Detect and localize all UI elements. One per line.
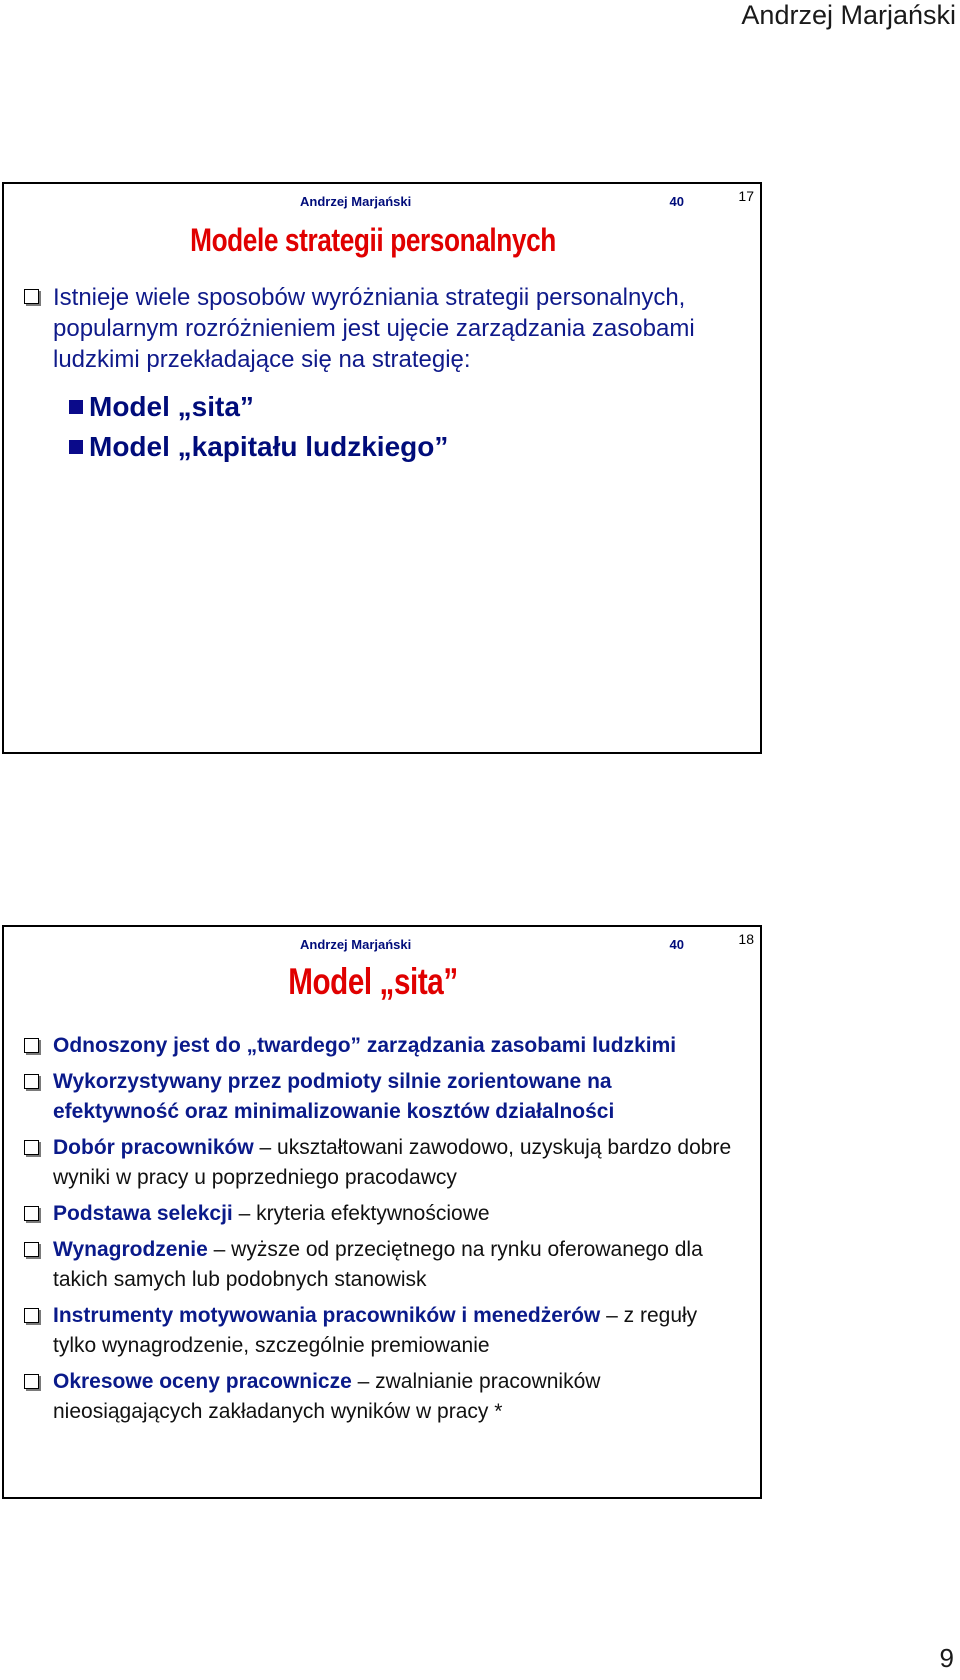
slide-number: 17 xyxy=(738,188,754,204)
page-number: 9 xyxy=(939,1643,954,1673)
sub-list-item xyxy=(69,389,740,424)
header-count: 40 xyxy=(669,937,684,952)
checkbox-icon xyxy=(24,289,39,304)
checkbox-icon xyxy=(24,1242,39,1257)
item-rest: – ukształtowani zawodowo, uzyskują bardzo dobre wyniki w pracy u poprzedniego pracodawcy xyxy=(53,1136,732,1189)
slide-title: Model „sita” xyxy=(288,961,458,1002)
checkbox-icon xyxy=(24,1206,39,1221)
item-lead: Odnoszony jest do „twardego” zarządzania zasobami ludzkimi xyxy=(53,1034,677,1057)
checkbox-icon xyxy=(24,1308,39,1323)
list-item xyxy=(24,1367,740,1427)
slide-header xyxy=(300,937,684,952)
slide-17 xyxy=(2,182,762,754)
checkbox-icon xyxy=(24,1038,39,1053)
bullet-list xyxy=(24,282,740,469)
list-item xyxy=(24,1031,740,1061)
header-count: 40 xyxy=(669,194,684,209)
slide-18 xyxy=(2,925,762,1499)
page-author: Andrzej Marjański xyxy=(741,0,956,30)
checkbox-icon xyxy=(24,1140,39,1155)
list-item xyxy=(24,1133,740,1193)
sub-list-item xyxy=(69,429,740,464)
sub-list xyxy=(69,389,740,464)
list-item xyxy=(24,282,740,464)
slide-title: Modele strategii personalnych xyxy=(190,222,556,258)
list-item xyxy=(24,1199,740,1229)
bullet-text: Istnieje wiele sposobów wyróżniania strategii personalnych, popularnym rozróżnieniem jest ujęcie zarządzania zasobami ludzkimi przekładające się na strategię: xyxy=(53,284,695,373)
slide-header xyxy=(300,194,684,209)
checkbox-icon xyxy=(24,1074,39,1089)
square-bullet-icon xyxy=(69,440,83,454)
item-rest: – zwalnianie pracowników nieosiągających zakładanych wyników w pracy * xyxy=(53,1370,601,1423)
item-lead: Wykorzystywany przez podmioty silnie zorientowane na efektywność oraz minimalizowanie kosztów działalności xyxy=(53,1070,615,1123)
slide-number: 18 xyxy=(738,931,754,947)
list-item xyxy=(24,1301,740,1361)
item-lead: Okresowe oceny pracownicze xyxy=(53,1370,352,1393)
square-bullet-icon xyxy=(69,400,83,414)
item-lead: Dobór pracowników xyxy=(53,1136,254,1159)
header-author: Andrzej Marjański xyxy=(300,194,412,209)
item-rest: – kryteria efektywnościowe xyxy=(232,1202,490,1225)
item-lead: Wynagrodzenie xyxy=(53,1238,208,1261)
checkbox-icon xyxy=(24,1374,39,1389)
list-item xyxy=(24,1235,740,1295)
item-lead: Instrumenty motywowania pracowników i menedżerów xyxy=(53,1304,601,1327)
item-rest: – wyższe od przeciętnego na rynku oferowanego dla takich samych lub podobnych stanowisk xyxy=(53,1238,703,1291)
list-item xyxy=(24,1067,740,1127)
item-rest: – z reguły tylko wynagrodzenie, szczególnie premiowanie xyxy=(53,1304,698,1357)
item-lead: Podstawa selekcji xyxy=(53,1202,233,1225)
sub-item-text: Model „sita” xyxy=(89,391,254,422)
bullet-list xyxy=(24,1031,740,1433)
sub-item-text: Model „kapitału ludzkiego” xyxy=(89,431,449,462)
header-author: Andrzej Marjański xyxy=(300,937,412,952)
